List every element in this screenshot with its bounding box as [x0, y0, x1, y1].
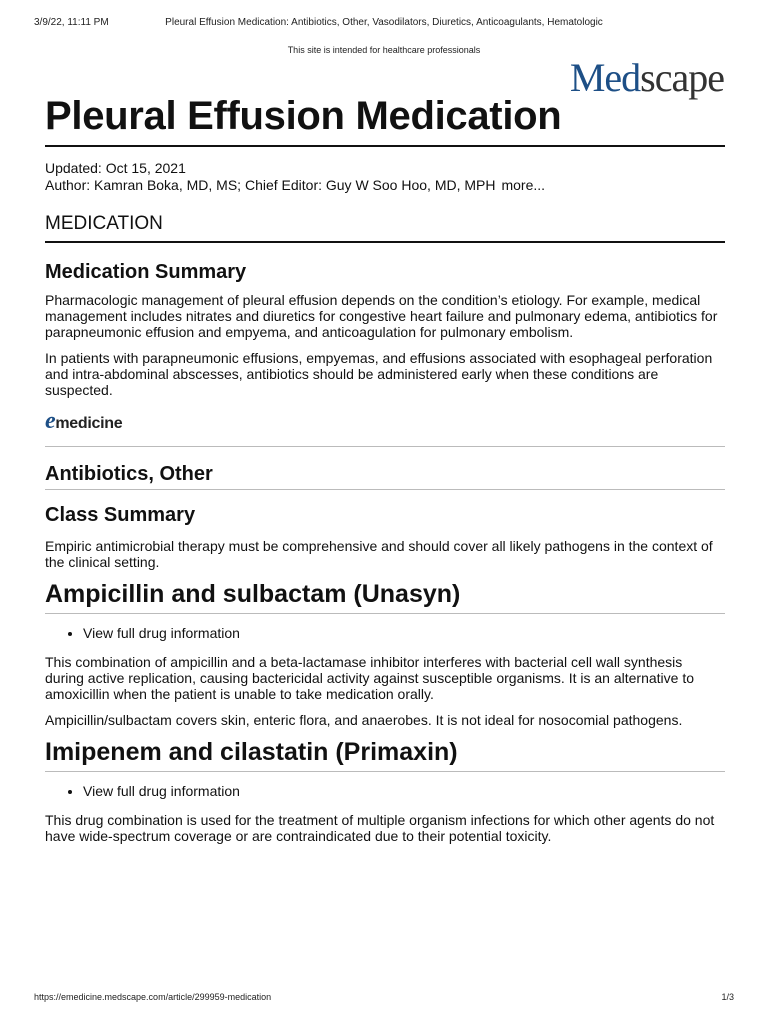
drug-heading-imipenem: Imipenem and cilastatin (Primaxin)	[45, 738, 725, 772]
print-doc-title: Pleural Effusion Medication: Antibiotics, Other, Vasodilators, Diuretics, Anticoagulants, Hematologic	[165, 17, 603, 28]
drug-links-imipenem	[45, 782, 725, 800]
print-datetime: 3/9/22, 11:11 PM	[34, 17, 109, 28]
class-summary-heading: Class Summary	[45, 504, 196, 526]
emedicine-logo-e: e	[45, 408, 56, 434]
logo-part-scape: scape	[640, 55, 724, 100]
page-number: 1/3	[721, 992, 734, 1002]
page-title: Pleural Effusion Medication	[45, 90, 725, 147]
article-content	[45, 90, 725, 854]
section-label-medication: MEDICATION	[45, 213, 725, 243]
medication-summary-p2: In patients with parapneumonic effusions, empyemas, and effusions associated with esophageal perforation and intra-abdominal abscesses, antibiotics should be administered early when these conditions are suspected.	[45, 350, 713, 398]
medication-summary-p1: Pharmacologic management of pleural effusion depends on the condition’s etiology. For example, medical management includes nitrates and diuretics for congestive heart failure and pulmonary edema, antibiotics for parapneumonic effusion and empyema, and anticoagulation for pulmonary embolism.	[45, 292, 718, 340]
author-line	[45, 177, 725, 194]
print-header	[34, 17, 734, 31]
drug-heading-ampicillin: Ampicillin and sulbactam (Unasyn)	[45, 580, 725, 614]
antibiotics-other-heading: Antibiotics, Other	[45, 463, 725, 490]
ampicillin-p2: Ampicillin/sulbactam covers skin, enteric flora, and anaerobes. It is not ideal for nosocomial pathogens.	[45, 712, 683, 728]
view-drug-info-link[interactable]: • View full drug information	[83, 624, 725, 642]
article-meta	[45, 160, 725, 194]
view-drug-info-link[interactable]: • View full drug information	[83, 782, 725, 800]
updated-date: Updated: Oct 15, 2021	[45, 160, 186, 176]
ampicillin-p1: This combination of ampicillin and a beta-lactamase inhibitor interferes with bacterial cell wall synthesis during active replication, causing bactericidal activity against susceptible organisms. It is an alternative to amoxicillin when the patient is unable to take medication orally.	[45, 654, 694, 702]
more-authors-link[interactable]: more...	[501, 177, 546, 193]
professional-notice: This site is intended for healthcare professionals	[287, 45, 481, 55]
print-footer	[34, 992, 734, 1004]
medication-summary-heading: Medication Summary	[45, 261, 247, 283]
emedicine-logo-text: medicine	[55, 415, 123, 432]
print-url: https://emedicine.medscape.com/article/299959-medication	[34, 992, 272, 1002]
logo-part-med: Med	[569, 55, 641, 100]
author-text: Author: Kamran Boka, MD, MS; Chief Editor: Guy W Soo Hoo, MD, MPH	[45, 177, 496, 193]
divider	[45, 446, 725, 447]
drug-links-ampicillin	[45, 624, 725, 642]
class-summary-text: Empiric antimicrobial therapy must be comprehensive and should cover all likely pathogens in the context of the clinical setting.	[45, 538, 713, 570]
imipenem-p1: This drug combination is used for the treatment of multiple organism infections for which other agents do not have wide-spectrum coverage or are contraindicated due to their potential toxicity.	[45, 812, 715, 844]
emedicine-logo	[45, 408, 725, 434]
